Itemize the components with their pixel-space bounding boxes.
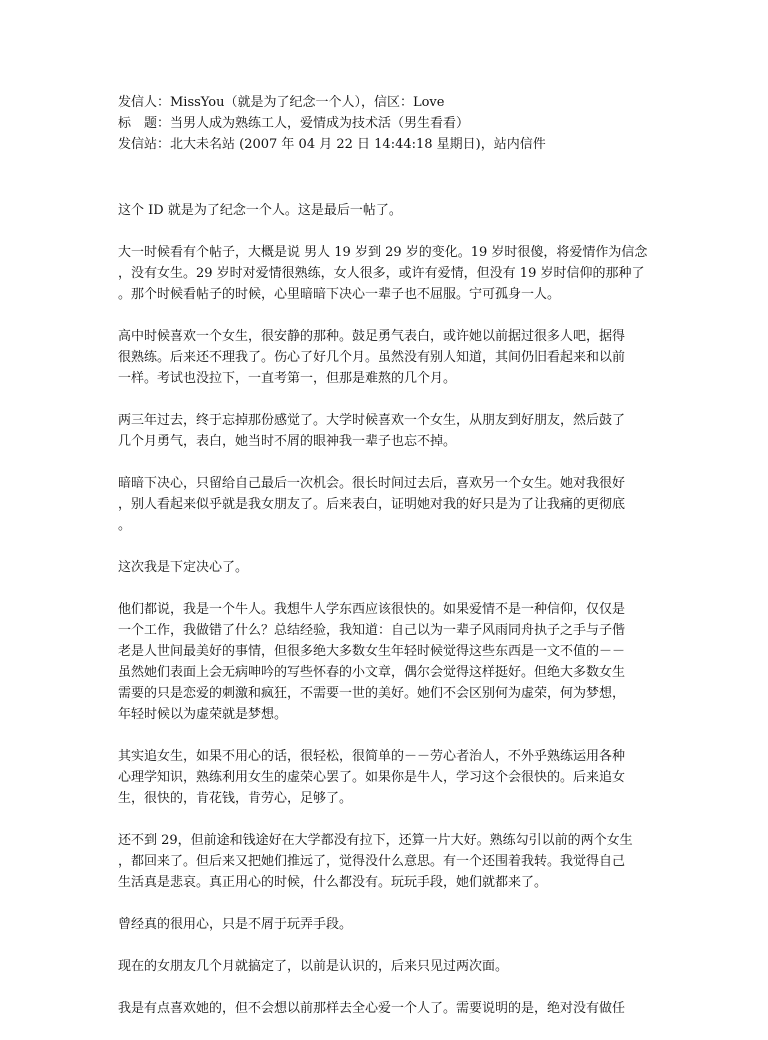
post-document [118, 92, 658, 1040]
site-line: 发信站：北大未名站 (2007 年 04 月 22 日 14:44:18 星期日)，站内信件 [118, 137, 546, 152]
post-body [118, 200, 658, 1019]
paragraph: 其实追女生，如果不用心的话，很轻松，很简单的－－劳心者治人，不外乎熟练运用各种 心理学知识，熟练利用女生的虚荣心罢了。如果你是牛人，学习这个会很快的。后来追女 生，很快的，肯花钱，肯劳心，足够了。 [118, 749, 626, 806]
subject-line: 标 题：当男人成为熟练工人，爱情成为技术活（男生看看） [118, 116, 470, 131]
paragraph: 两三年过去，终于忘掉那份感觉了。大学时候喜欢一个女生，从朋友到好朋友，然后鼓了 几个月勇气，表白，她当时不屑的眼神我一辈子也忘不掉。 [118, 413, 626, 449]
paragraph: 这次我是下定决心了。 [118, 560, 249, 575]
paragraph: 高中时候喜欢一个女生，很安静的那种。鼓足勇气表白，或许她以前据过很多人吧，据得 很熟练。后来还不理我了。伤心了好几个月。虽然没有别人知道，其间仍旧看起来和以前 一样。考试也没拉下，一直考第一，但那是难熬的几个月。 [118, 329, 626, 386]
paragraph: 曾经真的很用心，只是不屑于玩弄手段。 [118, 917, 353, 932]
post-header [118, 92, 658, 155]
paragraph: 大一时候看有个帖子，大概是说 男人 19 岁到 29 岁的变化。19 岁时很傻，将爱情作为信念 ，没有女生。29 岁时对爱情很熟练，女人很多，或许有爱情，但没有 19 岁时信仰的那种了 。那个时候看帖子的时候，心里暗暗下决心一辈子也不屈服。宁可孤身一人。 [118, 245, 648, 302]
paragraph: 暗暗下决心，只留给自己最后一次机会。很长时间过去后，喜欢另一个女生。她对我很好 ，别人看起来似乎就是我女朋友了。后来表白，证明她对我的好只是为了让我痛的更彻底 。 [118, 476, 626, 533]
paragraph: 还不到 29，但前途和钱途好在大学都没有拉下，还算一片大好。熟练勾引以前的两个女生 ，都回来了。但后来又把她们推远了，觉得没什么意思。有一个还围着我转。我觉得自己 生活真是悲哀。真正用心的时候，什么都没有。玩玩手段，她们就都来了。 [118, 833, 633, 890]
paragraph: 现在的女朋友几个月就搞定了，以前是认识的，后来只见过两次面。 [118, 959, 509, 974]
paragraph: 他们都说，我是一个牛人。我想牛人学东西应该很快的。如果爱情不是一种信仰，仅仅是 一个工作，我做错了什么？总结经验，我知道：自己以为一辈子风雨同舟执子之手与子偕 老是人世间最美好的事情，但很多绝大多数女生年轻时候觉得这些东西是一文不值的－－ 虽然她们表面上会无病呻吟的写些怀春的小文章，偶尔会觉得这样挺好。但绝大多数女生 需要的只是恋爱的刺激和疯狂，不需要一世的美好。她们不会区别何为虚荣，何为梦想， 年轻时候以为虚荣就是梦想。 [118, 602, 626, 722]
paragraph: 这个 ID 就是为了纪念一个人。这是最后一帖了。 [118, 203, 402, 218]
sender-line: 发信人：MissYou（就是为了纪念一个人），信区：Love [118, 95, 445, 110]
paragraph: 我是有点喜欢她的，但不会想以前那样去全心爱一个人了。需要说明的是，绝对没有做任 [118, 1001, 626, 1016]
